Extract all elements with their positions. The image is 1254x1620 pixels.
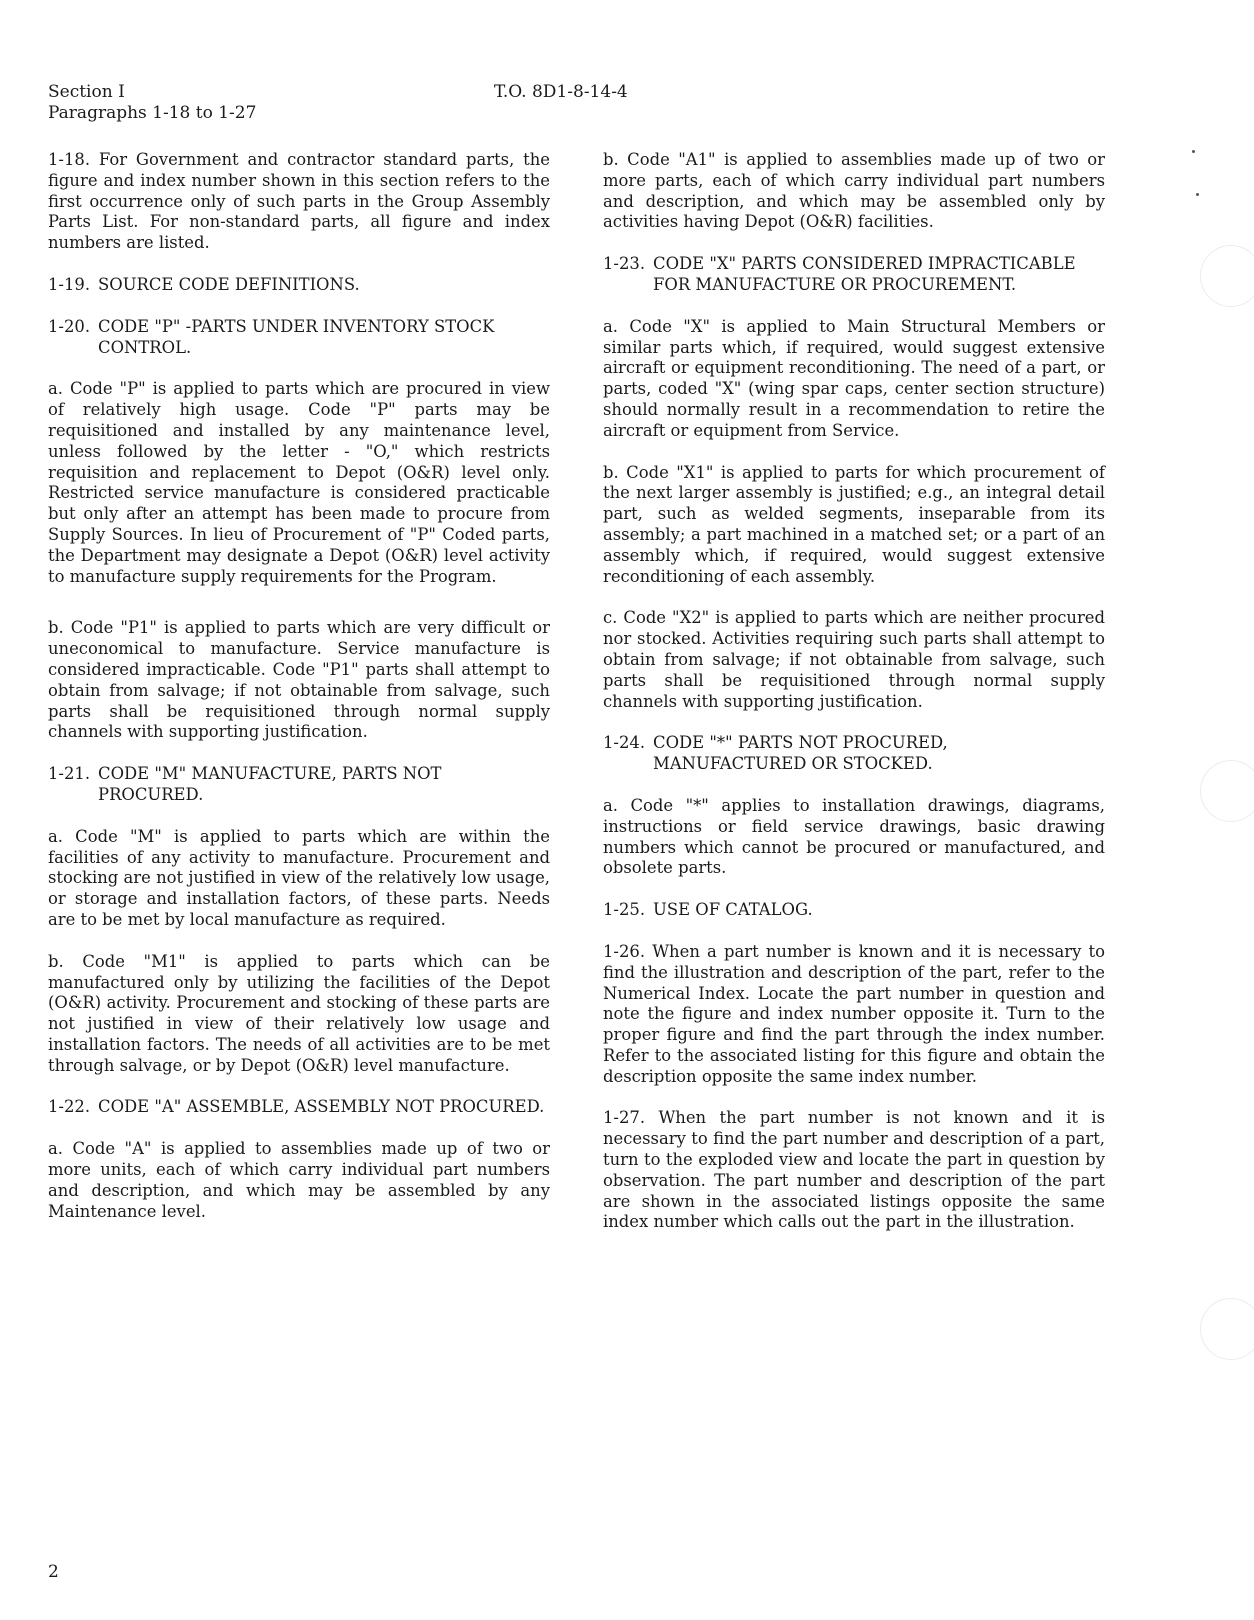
heading-number: 1-24.	[603, 733, 646, 753]
paragraph-1-22b: b. Code "A1" is applied to assemblies made up of two or more parts, each of which carry individual part numbers and description, and which may be assembled only by activities having Depot (O&R) facilities.	[603, 150, 1105, 232]
paragraph-1-20a: a. Code "P" is applied to parts which are procured in view of relatively high usage. Code "P" parts may be requisitioned and installed by any maintenance level, unless followed by the letter - "O," which restricts requisition and replacement to Depot (O&R) level only. Restricted service manufacture is considered practicable but only after an attempt has been made to procure from Supply Sources. In lieu of Procurement of "P" Coded parts, the Department may designate a Depot (O&R) level activity to manufacture supply requirements for the Program.	[48, 379, 550, 586]
heading-number: 1-21.	[48, 764, 91, 784]
paragraph-1-21a: a. Code "M" is applied to parts which are within the facilities of any activity to manufacture. Procurement and stocking are not justified in view of the relatively low usage, or storage and installation factors, of these parts. Needs are to be met by local manufacture as required.	[48, 826, 550, 929]
heading-text: SOURCE CODE DEFINITIONS.	[98, 274, 360, 294]
paragraph-1-23b: b. Code "X1" is applied to parts for which procurement of the next larger assembly is justified; e.g., an integral detail part, such as welded segments, inseparable from its assembly; a part machined in a matched set; or a part of an assembly which, if required, would suggest extensive reconditioning of each assembly.	[603, 462, 1105, 586]
punch-hole-mark	[1200, 1298, 1254, 1360]
heading-text: CODE "X" PARTS CONSIDERED IMPRACTICABLE FOR MANUFACTURE OR PROCUREMENT.	[653, 254, 1076, 294]
paragraph-1-21b: b. Code "M1" is applied to parts which can be manufactured only by utilizing the facilities of the Depot (O&R) activity. Procurement and stocking of these parts are not justified in view of their relatively low usage and installation factors. The needs of all activities are to be met through salvage, or by Depot (O&R) level manufacture.	[48, 951, 550, 1075]
page-number: 2	[48, 1562, 59, 1582]
paragraph-1-23a: a. Code "X" is applied to Main Structural Members or similar parts which, if required, would suggest extensive aircraft or equipment reconditioning. The need of a part, or parts, coded "X" (wing spar caps, center section structure) should normally result in a recommendation to retire the aircraft or equipment from Service.	[603, 316, 1105, 440]
left-column	[48, 150, 550, 1243]
paragraph-1-20b: b. Code "P1" is applied to parts which are very difficult or uneconomical to manufacture. Service manufacture is considered impracticable. Code "P1" parts shall attempt to obtain from salvage; if not obtainable from salvage, such parts shall be requisitioned through normal supply channels with supporting justification.	[48, 618, 550, 742]
heading-1-19	[48, 275, 550, 296]
heading-number: 1-19.	[48, 274, 91, 294]
paragraph-1-22a: a. Code "A" is applied to assemblies made up of two or more units, each of which carry individual part numbers and description, and which may be assembled by any Maintenance level.	[48, 1139, 550, 1221]
heading-1-22	[48, 1097, 550, 1118]
margin-speck	[1196, 193, 1199, 196]
page-header-left	[48, 82, 256, 124]
margin-speck	[1192, 150, 1195, 153]
heading-1-20	[48, 317, 550, 359]
heading-1-21	[48, 764, 550, 806]
heading-1-25	[603, 900, 1105, 921]
right-column	[603, 150, 1105, 1254]
paragraphs-range: Paragraphs 1-18 to 1-27	[48, 103, 257, 123]
paragraph-1-27: 1-27. When the part number is not known and it is necessary to find the part number and description of a part, turn to the exploded view and locate the part in question by observation. The part number and description of the part are shown in the associated listings opposite the same index number which calls out the part in the illustration.	[603, 1108, 1105, 1232]
paragraph-1-24a: a. Code "*" applies to installation drawings, diagrams, instructions or field service drawings, basic drawing numbers which cannot be procured or manufactured, and obsolete parts.	[603, 795, 1105, 878]
heading-text: USE OF CATALOG.	[653, 900, 813, 920]
heading-1-24	[603, 733, 1105, 775]
section-label: Section I	[48, 82, 125, 102]
paragraph-1-26: 1-26. When a part number is known and it is necessary to find the illustration and description of the part, refer to the Numerical Index. Locate the part number in question and note the figure and index number opposite it. Turn to the proper figure and find the part through the index number. Refer to the associated listing for this figure and obtain the description opposite the same index number.	[603, 941, 1105, 1086]
punch-hole-mark	[1200, 760, 1254, 822]
heading-text: CODE "A" ASSEMBLE, ASSEMBLY NOT PROCURED.	[98, 1097, 545, 1117]
paragraph-1-23c: c. Code "X2" is applied to parts which are neither procured nor stocked. Activities requiring such parts shall attempt to obtain from salvage; if not obtainable from salvage, such parts shall be requisitioned through normal supply channels with supporting justification.	[603, 608, 1105, 711]
heading-number: 1-22.	[48, 1097, 91, 1117]
paragraph-1-18: 1-18. For Government and contractor standard parts, the figure and index number shown in this section refers to the first occurrence only of such parts in the Group Assembly Parts List. For non-standard parts, all figure and index numbers are listed.	[48, 150, 550, 253]
heading-text: CODE "P" -PARTS UNDER INVENTORY STOCK CONTROL.	[98, 316, 495, 357]
technical-order-number: T.O. 8D1-8-14-4	[494, 82, 628, 102]
heading-number: 1-23.	[603, 254, 646, 274]
punch-hole-mark	[1200, 245, 1254, 307]
heading-1-23	[603, 254, 1105, 296]
heading-text: CODE "*" PARTS NOT PROCURED, MANUFACTURED OR STOCKED.	[653, 733, 948, 774]
heading-number: 1-20.	[48, 316, 91, 336]
heading-text: CODE "M" MANUFACTURE, PARTS NOT PROCURED.	[98, 764, 442, 804]
heading-number: 1-25.	[603, 900, 646, 920]
